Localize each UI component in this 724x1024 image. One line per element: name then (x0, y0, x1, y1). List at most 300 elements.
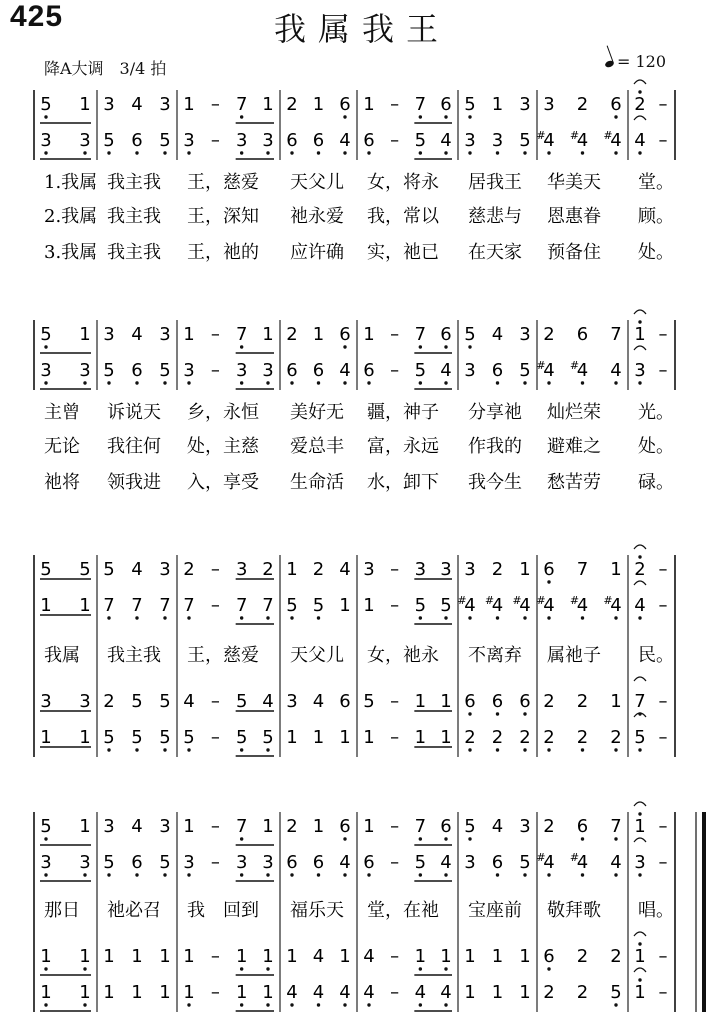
lyric-segment: 光。 (638, 402, 674, 423)
lower-staff-row-note: 2 (610, 946, 622, 967)
octave-dot-below (444, 616, 447, 619)
lyric-segment: 我主我 (107, 172, 161, 193)
staff-row-note: 6 (576, 324, 589, 345)
staff-row-note: 6 (543, 559, 555, 580)
octave-dot-below (523, 712, 526, 715)
octave-dot-above (638, 555, 641, 558)
lyric-segment: 无论 (44, 436, 80, 457)
octave-dot-below (614, 115, 617, 118)
lyric-segment: 水，卸下 (367, 472, 439, 493)
lyric-segment: 堂。 (638, 172, 674, 193)
octave-dot-below (496, 381, 499, 384)
sharp-sign: # (484, 594, 495, 607)
staff-row-note: 4 (610, 595, 622, 616)
octave-dot-below (367, 381, 370, 384)
octave-dot-below (444, 837, 447, 840)
staff-row-note: 1 (363, 324, 375, 345)
fermata-icon (634, 310, 646, 314)
octave-dot-below (343, 837, 346, 840)
staff-row-note: 1 (312, 816, 325, 837)
lower-staff-row-note: – (390, 727, 400, 748)
lyric-segment: 那日 (44, 900, 80, 921)
octave-dot-below (444, 381, 447, 384)
staff-row-note: 3 (183, 852, 195, 873)
staff-row-note: 3 (262, 852, 274, 873)
lower-staff-row-note: 4 (262, 691, 274, 712)
lower-staff-row-note: 7 (634, 691, 646, 712)
lower-staff-row-note: 1 (159, 982, 171, 1003)
lower-staff-row-note: 5 (159, 727, 171, 748)
staff-row-note: 4 (131, 94, 143, 115)
sharp-sign: # (569, 594, 580, 607)
octave-dot-below (266, 1003, 269, 1006)
octave-dot-below (163, 616, 166, 619)
octave-dot-below (496, 151, 499, 154)
staff-row-note: 3 (543, 94, 555, 115)
octave-dot-below (240, 151, 243, 154)
lower-staff-row-note: 5 (131, 727, 143, 748)
lower-staff-row-note: 1 (103, 982, 115, 1003)
staff-row-note: 5 (159, 852, 171, 873)
staff-row-note: 5 (159, 360, 171, 381)
lyric-segment: 应许确 (290, 242, 344, 263)
staff-row-note: 3 (262, 130, 274, 151)
lyric-segment: 我，常以 (367, 206, 439, 227)
staff-row-note: 4 (440, 360, 452, 381)
lyric-segment: 我往何 (107, 436, 161, 457)
lower-staff-row-note: 1 (414, 727, 427, 748)
octave-dot-below (614, 381, 617, 384)
lower-staff-row-note: 1 (440, 691, 452, 712)
lyric-segment: 分享祂 (468, 402, 522, 423)
octave-dot-below (581, 873, 584, 876)
staff-row-note: 4 (634, 130, 646, 151)
lyric-segment: 唱。 (638, 900, 674, 921)
lyric-segment: 处。 (638, 242, 674, 263)
staff-row-note: 3 (519, 94, 531, 115)
staff-row-note: – (210, 816, 220, 837)
octave-dot-below (343, 115, 346, 118)
staff-row-note: 5 (440, 595, 452, 616)
staff-row-note: 4 (543, 595, 555, 616)
staff-row-note: 5 (103, 559, 115, 580)
staff-row-note: 6 (131, 130, 143, 151)
staff-row-note: – (390, 360, 400, 381)
octave-dot-below (581, 151, 584, 154)
hymn-title: 我属我王 (273, 10, 450, 48)
lower-staff-row-note: 1 (464, 946, 476, 967)
lower-staff-row-note: 6 (464, 691, 476, 712)
staff-row-note: 3 (40, 852, 52, 873)
staff-row-note: 5 (414, 595, 427, 616)
key-time-signature: 降A大调 3/4 拍 (44, 59, 167, 78)
staff-row-note: 5 (519, 852, 531, 873)
lower-staff-row-note: 1 (79, 982, 91, 1003)
octave-dot-below (317, 381, 320, 384)
lyric-segment: 居我王 (468, 172, 522, 193)
octave-dot-below (44, 115, 47, 118)
octave-dot-below (419, 967, 422, 970)
staff-row-note: – (658, 852, 668, 873)
lower-staff-row-note: 1 (262, 946, 274, 967)
staff-row-note: 3 (159, 324, 171, 345)
lyric-segment: 王，深知 (187, 206, 259, 227)
staff-row-note: 2 (576, 94, 589, 115)
lyric-segment: 天父儿 (290, 172, 344, 193)
staff-row-note: 5 (519, 360, 531, 381)
staff-row-note: 6 (131, 360, 143, 381)
octave-dot-below (367, 1003, 370, 1006)
staff-row-note: 6 (286, 360, 298, 381)
lower-staff-row-note: 1 (159, 946, 171, 967)
octave-dot-below (468, 712, 471, 715)
octave-dot-below (343, 873, 346, 876)
staff-row-note: 3 (79, 360, 91, 381)
staff-row-note: – (210, 130, 220, 151)
octave-dot-below (44, 967, 47, 970)
staff-row-note: 2 (262, 559, 274, 580)
staff-row-note: 3 (235, 130, 248, 151)
staff-row-note: 4 (491, 816, 504, 837)
octave-dot-below (468, 151, 471, 154)
lyric-segment: 灿烂荣 (547, 402, 601, 423)
octave-dot-below (419, 115, 422, 118)
octave-dot-below (547, 967, 550, 970)
lower-staff-row-note: 5 (235, 691, 248, 712)
octave-dot-below (468, 837, 471, 840)
lower-staff-row-note: – (658, 727, 668, 748)
staff-row-note: 5 (159, 130, 171, 151)
lyric-segment: 处。 (638, 436, 674, 457)
staff-row-note: 1 (79, 324, 91, 345)
sharp-sign: # (603, 129, 613, 142)
lower-staff-row-note: 1 (312, 727, 325, 748)
staff-row-note: 6 (440, 324, 452, 345)
lower-staff-row-note: 6 (339, 691, 351, 712)
staff-row-note: 4 (339, 852, 351, 873)
octave-dot-below (107, 151, 110, 154)
lyric-segment: 领我进 (107, 472, 161, 493)
staff-row-note: 5 (103, 130, 115, 151)
lower-staff-row-note: 1 (464, 982, 476, 1003)
lower-staff-row-note: 5 (610, 982, 622, 1003)
octave-dot-below (317, 1003, 320, 1006)
sharp-sign: # (603, 594, 613, 607)
lyric-segment: 慈悲与 (468, 206, 522, 227)
lower-staff-row-note: 2 (576, 691, 589, 712)
staff-row-note: – (390, 559, 400, 580)
octave-dot-below (614, 151, 617, 154)
octave-dot-below (317, 873, 320, 876)
lower-staff-row-note: – (390, 982, 400, 1003)
lyric-segment: 顾。 (638, 206, 674, 227)
staff-row-note: 3 (235, 559, 248, 580)
lower-staff-row-note: 4 (312, 691, 325, 712)
lyric-segment: 2.我属 (44, 206, 98, 227)
lower-staff-row-note: – (210, 727, 220, 748)
octave-dot-below (547, 873, 550, 876)
staff-row-note: 5 (312, 595, 325, 616)
octave-dot-below (163, 151, 166, 154)
staff-row-note: 3 (414, 559, 427, 580)
lower-staff-row-note: 4 (363, 982, 375, 1003)
staff-row-note: 6 (363, 130, 375, 151)
octave-dot-below (367, 873, 370, 876)
lower-staff-row-note: 2 (543, 727, 555, 748)
octave-dot-below (187, 381, 190, 384)
lower-staff-row-note: 1 (491, 982, 504, 1003)
lower-staff-row-note: – (210, 982, 220, 1003)
octave-dot-below (468, 748, 471, 751)
staff-row-note: 4 (491, 595, 504, 616)
staff-row-note: 1 (312, 324, 325, 345)
staff-row-note: 6 (363, 852, 375, 873)
lower-staff-row-note: 4 (414, 982, 427, 1003)
lower-staff-row-note: 5 (183, 727, 195, 748)
staff-row-note: 5 (464, 94, 476, 115)
sharp-sign: # (536, 359, 546, 372)
octave-dot-below (614, 837, 617, 840)
octave-dot-below (547, 381, 550, 384)
staff-row-note: 4 (440, 852, 452, 873)
staff-row-note: 7 (235, 94, 248, 115)
sharp-sign: # (569, 851, 580, 864)
lyric-segment: 我主我 (107, 242, 161, 263)
octave-dot-below (581, 748, 584, 751)
staff-row-note: 6 (491, 852, 504, 873)
staff-row-note: 6 (131, 852, 143, 873)
staff-row-note: 2 (634, 94, 646, 115)
lyric-segment: 我今生 (468, 472, 522, 493)
staff-row-note: 5 (40, 816, 52, 837)
staff-row-note: 6 (339, 324, 351, 345)
staff-row-note: 1 (262, 816, 274, 837)
octave-dot-below (266, 151, 269, 154)
octave-dot-below (44, 873, 47, 876)
lower-staff-row-note: 2 (543, 691, 555, 712)
lower-staff-row-note: 1 (339, 946, 351, 967)
octave-dot-below (496, 748, 499, 751)
lyric-segment: 预备住 (547, 242, 601, 263)
staff-row-note: 3 (262, 360, 274, 381)
lyric-segment: 恩惠眷 (547, 206, 601, 227)
staff-row-note: 7 (235, 816, 248, 837)
lower-staff-row-note: 5 (103, 727, 115, 748)
staff-row-note: 4 (634, 595, 646, 616)
octave-dot-below (468, 345, 471, 348)
lyric-segment: 福乐天 (290, 900, 344, 921)
octave-dot-below (343, 345, 346, 348)
lyric-segment: 王，慈爱 (187, 172, 259, 193)
lyric-segment: 处，主慈 (187, 436, 259, 457)
octave-dot-below (266, 616, 269, 619)
octave-dot-below (581, 381, 584, 384)
staff-row-note: 4 (610, 130, 622, 151)
octave-dot-below (44, 837, 47, 840)
lyric-segment: 我属 (44, 645, 80, 666)
staff-row-note: 7 (610, 324, 622, 345)
lower-staff-row-note: 1 (339, 727, 351, 748)
lower-staff-row-note: 6 (491, 691, 504, 712)
octave-dot-below (638, 748, 641, 751)
lower-staff-row-note: 1 (79, 946, 91, 967)
staff-row-note: 3 (103, 324, 115, 345)
lower-staff-row-note: – (210, 691, 220, 712)
staff-row-note: 1 (519, 559, 531, 580)
octave-dot-below (240, 967, 243, 970)
lower-staff-row-note: 1 (491, 946, 504, 967)
octave-dot-below (44, 345, 47, 348)
lyric-segment: 疆，神子 (367, 402, 439, 423)
octave-dot-below (496, 616, 499, 619)
lyric-segment: 作我的 (468, 436, 522, 457)
staff-row-note: 4 (339, 559, 351, 580)
staff-row-note: 2 (634, 559, 646, 580)
staff-row-note: 4 (339, 130, 351, 151)
lyric-segment: 生命活 (290, 472, 344, 493)
staff-row-note: 1 (339, 595, 351, 616)
lower-staff-row-note: 3 (79, 691, 91, 712)
lower-staff-row-note: 1 (235, 982, 248, 1003)
octave-dot-below (107, 381, 110, 384)
staff-row-note: 1 (491, 94, 504, 115)
lyric-segment: 天父儿 (290, 645, 344, 666)
lyric-segment: 富，永远 (367, 436, 439, 457)
lower-staff-row-note: 1 (103, 946, 115, 967)
staff-row-note: 3 (491, 130, 504, 151)
fermata-icon (634, 838, 646, 842)
octave-dot-below (523, 748, 526, 751)
staff-row-note: 3 (40, 130, 52, 151)
lyric-segment: 爱总丰 (290, 436, 344, 457)
octave-dot-below (187, 151, 190, 154)
staff-row-note: 1 (286, 559, 298, 580)
octave-dot-below (290, 381, 293, 384)
octave-dot-below (163, 381, 166, 384)
octave-dot-below (290, 873, 293, 876)
staff-row-note: 7 (610, 816, 622, 837)
fermata-icon (634, 116, 646, 120)
staff-row-note: 5 (40, 559, 52, 580)
lyric-segment: 入，享受 (187, 472, 259, 493)
octave-dot-below (44, 381, 47, 384)
octave-dot-below (614, 873, 617, 876)
staff-row-note: 6 (491, 360, 504, 381)
staff-row-note: 2 (543, 816, 555, 837)
octave-dot-below (107, 616, 110, 619)
octave-dot-below (614, 616, 617, 619)
octave-dot-below (523, 873, 526, 876)
staff-row-note: 3 (464, 559, 476, 580)
octave-dot-below (317, 151, 320, 154)
staff-row-note: 3 (464, 360, 476, 381)
octave-dot-below (419, 837, 422, 840)
lower-staff-row-note: 1 (634, 982, 646, 1003)
lower-staff-row-note: 1 (262, 982, 274, 1003)
octave-dot-below (266, 381, 269, 384)
lower-staff-row-note: 1 (519, 946, 531, 967)
sharp-sign: # (569, 359, 580, 372)
staff-row-note: 6 (610, 94, 622, 115)
lower-staff-row-note: 4 (286, 982, 298, 1003)
octave-dot-below (367, 151, 370, 154)
staff-row-note: 4 (543, 852, 555, 873)
staff-row-note: – (210, 595, 220, 616)
lower-staff-row-note: 1 (414, 691, 427, 712)
staff-row-note: 7 (576, 559, 589, 580)
lower-staff-row-note: – (658, 982, 668, 1003)
staff-row-note: 3 (79, 130, 91, 151)
lyric-segment: 愁苦劳 (547, 472, 601, 493)
staff-row-note: 6 (363, 360, 375, 381)
staff-row-note: – (390, 816, 400, 837)
fermata-icon (634, 968, 646, 972)
lower-staff-row-note: 1 (235, 946, 248, 967)
octave-dot-below (419, 345, 422, 348)
lower-staff-row-note: – (390, 946, 400, 967)
hymn-number: 425 (10, 0, 64, 33)
octave-dot-below (419, 873, 422, 876)
staff-row-note: 7 (159, 595, 171, 616)
lyric-segment: 女，祂永 (367, 645, 439, 666)
staff-row-note: 1 (183, 94, 195, 115)
octave-dot-below (444, 151, 447, 154)
octave-dot-below (187, 748, 190, 751)
lower-staff-row-note: 2 (576, 982, 589, 1003)
octave-dot-below (83, 1003, 86, 1006)
staff-row-note: 7 (414, 816, 427, 837)
octave-dot-below (547, 580, 550, 583)
octave-dot-below (266, 748, 269, 751)
octave-dot-below (135, 873, 138, 876)
octave-dot-below (343, 1003, 346, 1006)
lyric-segment: 1.我属 (44, 172, 98, 193)
lower-staff-row-note: 2 (610, 727, 622, 748)
staff-row-note: 6 (576, 816, 589, 837)
fermata-icon (634, 545, 646, 549)
octave-dot-below (419, 381, 422, 384)
staff-row-note: 4 (131, 324, 143, 345)
staff-row-note: 7 (183, 595, 195, 616)
lower-staff-row-note: 5 (159, 691, 171, 712)
staff-row-note: 5 (414, 130, 427, 151)
sharp-sign: # (569, 129, 580, 142)
staff-row-note: 4 (543, 360, 555, 381)
staff-row-note: 4 (610, 852, 622, 873)
staff-row-note: 5 (464, 324, 476, 345)
octave-dot-below (83, 151, 86, 154)
lower-staff-row-note: 5 (262, 727, 274, 748)
lower-staff-row-note: 4 (312, 946, 325, 967)
lower-staff-row-note: 4 (440, 982, 452, 1003)
staff-row-note: 2 (183, 559, 195, 580)
sharp-sign: # (536, 851, 546, 864)
lyric-segment: 民。 (638, 645, 674, 666)
lyric-segment: 主曾 (44, 402, 80, 423)
staff-row-note: 4 (464, 595, 476, 616)
staff-row-note: 6 (339, 816, 351, 837)
lower-staff-row-note: 3 (286, 691, 298, 712)
staff-row-note: 3 (103, 816, 115, 837)
lower-staff-row-note: 6 (543, 946, 555, 967)
staff-row-note: – (210, 559, 220, 580)
staff-row-note: 3 (634, 852, 646, 873)
staff-row-note: 1 (262, 324, 274, 345)
octave-dot-below (444, 1003, 447, 1006)
octave-dot-below (135, 616, 138, 619)
lower-staff-row-note: 6 (519, 691, 531, 712)
staff-row-note: 1 (79, 816, 91, 837)
